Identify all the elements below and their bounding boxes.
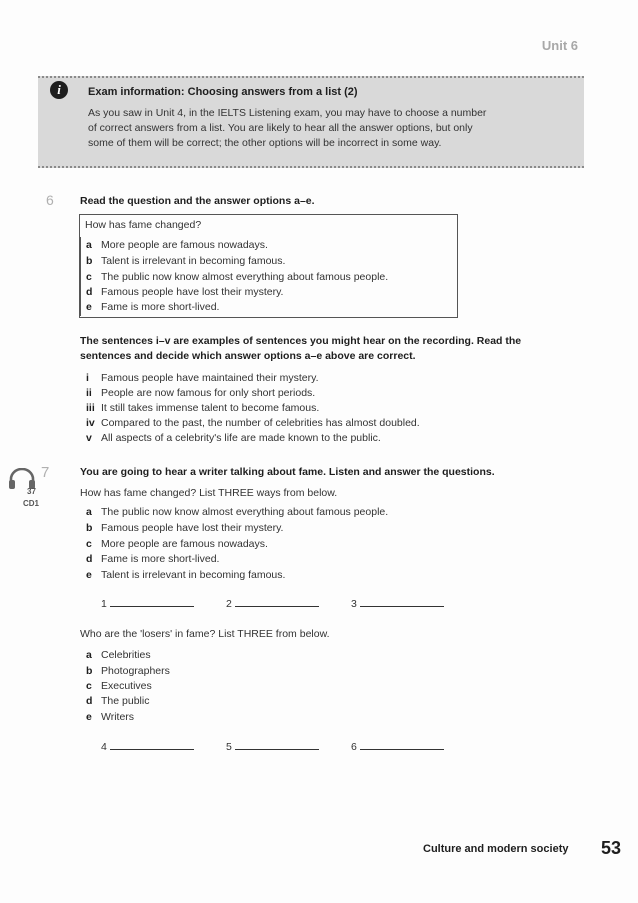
answer-blank[interactable] <box>351 741 444 753</box>
unit-heading: Unit 6 <box>541 38 578 53</box>
option-label: e <box>86 569 92 581</box>
option-text: Fame is more short-lived. <box>101 553 220 565</box>
blank-line[interactable] <box>110 749 194 750</box>
option-label: d <box>86 286 93 298</box>
sentence-text: Famous people have maintained their mystery. <box>101 372 319 384</box>
sentence-row <box>86 432 381 444</box>
option-label: b <box>86 522 93 534</box>
option-label: d <box>86 553 93 565</box>
sentence-label: i <box>86 372 89 384</box>
exam-info-title: Exam information: Choosing answers from a list (2) <box>88 86 358 98</box>
blank-number: 5 <box>226 741 232 753</box>
option-label: c <box>86 271 92 283</box>
option-row <box>86 569 285 581</box>
exam-info-line: of correct answers from a list. You are likely to hear all the answer options, but only <box>88 122 473 134</box>
option-label: b <box>86 255 93 267</box>
option-row <box>86 665 170 677</box>
blank-line[interactable] <box>110 606 194 607</box>
info-icon: i <box>50 81 68 99</box>
question-6-question: How has fame changed? <box>85 219 202 231</box>
blank-line[interactable] <box>360 749 444 750</box>
sentence-text: All aspects of a celebrity's life are made known to the public. <box>101 432 381 444</box>
sentence-label: iv <box>86 417 95 429</box>
option-label: c <box>86 680 92 692</box>
blank-number: 4 <box>101 741 107 753</box>
instruction-line: sentences and decide which answer options a–e above are correct. <box>80 350 416 362</box>
option-label: e <box>86 301 92 313</box>
option-label: c <box>86 538 92 550</box>
option-text: Writers <box>101 711 135 723</box>
option-row <box>86 680 152 692</box>
option-row <box>86 286 283 298</box>
blank-number: 2 <box>226 598 232 610</box>
sentence-label: v <box>86 432 92 444</box>
option-row <box>86 271 388 283</box>
option-text: The public now know almost everything about famous people. <box>101 506 389 518</box>
option-text: Fame is more short-lived. <box>101 301 220 313</box>
question-7-instruction: You are going to hear a writer talking about fame. Listen and answer the questions. <box>80 466 495 478</box>
option-row <box>86 649 151 661</box>
answer-blank[interactable] <box>101 741 194 753</box>
answer-blank[interactable] <box>351 598 444 610</box>
page-number: 53 <box>601 838 622 858</box>
question-6-box-divider <box>80 237 81 316</box>
option-text: Talent is irrelevant in becoming famous. <box>101 255 286 267</box>
option-row <box>86 711 134 723</box>
cd-label: CD1 <box>23 499 40 508</box>
option-text: The public <box>101 695 150 707</box>
question-6-instruction-2 <box>80 334 521 364</box>
sentence-text: It still takes immense talent to become famous. <box>101 402 320 414</box>
answer-blank[interactable] <box>101 598 194 610</box>
footer-section-title: Culture and modern society <box>423 843 569 855</box>
answer-blank[interactable] <box>226 741 319 753</box>
option-text: The public now know almost everything about famous people. <box>101 271 389 283</box>
question-7-prompt-1: How has fame changed? List THREE ways from below. <box>80 487 338 499</box>
option-text: More people are famous nowadays. <box>101 538 268 550</box>
blank-line[interactable] <box>360 606 444 607</box>
sentence-row <box>86 402 319 414</box>
sentence-row <box>86 387 315 399</box>
option-label: d <box>86 695 93 707</box>
sentence-label: iii <box>86 402 95 414</box>
question-6-number: 6 <box>46 192 54 208</box>
option-text: Famous people have lost their mystery. <box>101 286 284 298</box>
option-label: e <box>86 711 92 723</box>
sentence-row <box>86 372 319 384</box>
blank-number: 6 <box>351 741 357 753</box>
option-row <box>86 239 268 251</box>
option-label: a <box>86 239 92 251</box>
option-text: Executives <box>101 680 152 692</box>
option-row <box>86 538 268 550</box>
blank-number: 3 <box>351 598 357 610</box>
question-6-instruction: Read the question and the answer options a–e. <box>80 195 315 207</box>
option-text: Talent is irrelevant in becoming famous. <box>101 569 286 581</box>
instruction-line: The sentences i–v are examples of sentences you might hear on the recording. Read the <box>80 335 522 347</box>
option-text: Famous people have lost their mystery. <box>101 522 284 534</box>
option-text: More people are famous nowadays. <box>101 239 268 251</box>
blank-line[interactable] <box>235 606 319 607</box>
option-row <box>86 695 149 707</box>
option-row <box>86 255 285 267</box>
answer-blank[interactable] <box>226 598 319 610</box>
question-7-prompt-2: Who are the 'losers' in fame? List THREE from below. <box>80 628 330 640</box>
sentence-label: ii <box>86 387 92 399</box>
blank-number: 1 <box>101 598 107 610</box>
exam-info-body <box>88 106 568 151</box>
option-label: b <box>86 665 93 677</box>
exam-info-line: some of them will be correct; the other options will be incorrect in some way. <box>88 137 442 149</box>
option-label: a <box>86 649 92 661</box>
exam-info-line: As you saw in Unit 4, in the IELTS Listening exam, you may have to choose a number <box>88 107 487 119</box>
sentence-text: People are now famous for only short periods. <box>101 387 316 399</box>
blank-line[interactable] <box>235 749 319 750</box>
option-row <box>86 506 388 518</box>
option-text: Photographers <box>101 665 170 677</box>
track-number: 37 <box>27 487 36 496</box>
option-row <box>86 522 283 534</box>
option-row <box>86 301 219 313</box>
option-label: a <box>86 506 92 518</box>
question-7-number: 7 <box>41 464 50 481</box>
option-text: Celebrities <box>101 649 151 661</box>
sentence-row <box>86 417 420 429</box>
sentence-text: Compared to the past, the number of celebrities has almost doubled. <box>101 417 420 429</box>
option-row <box>86 553 219 565</box>
